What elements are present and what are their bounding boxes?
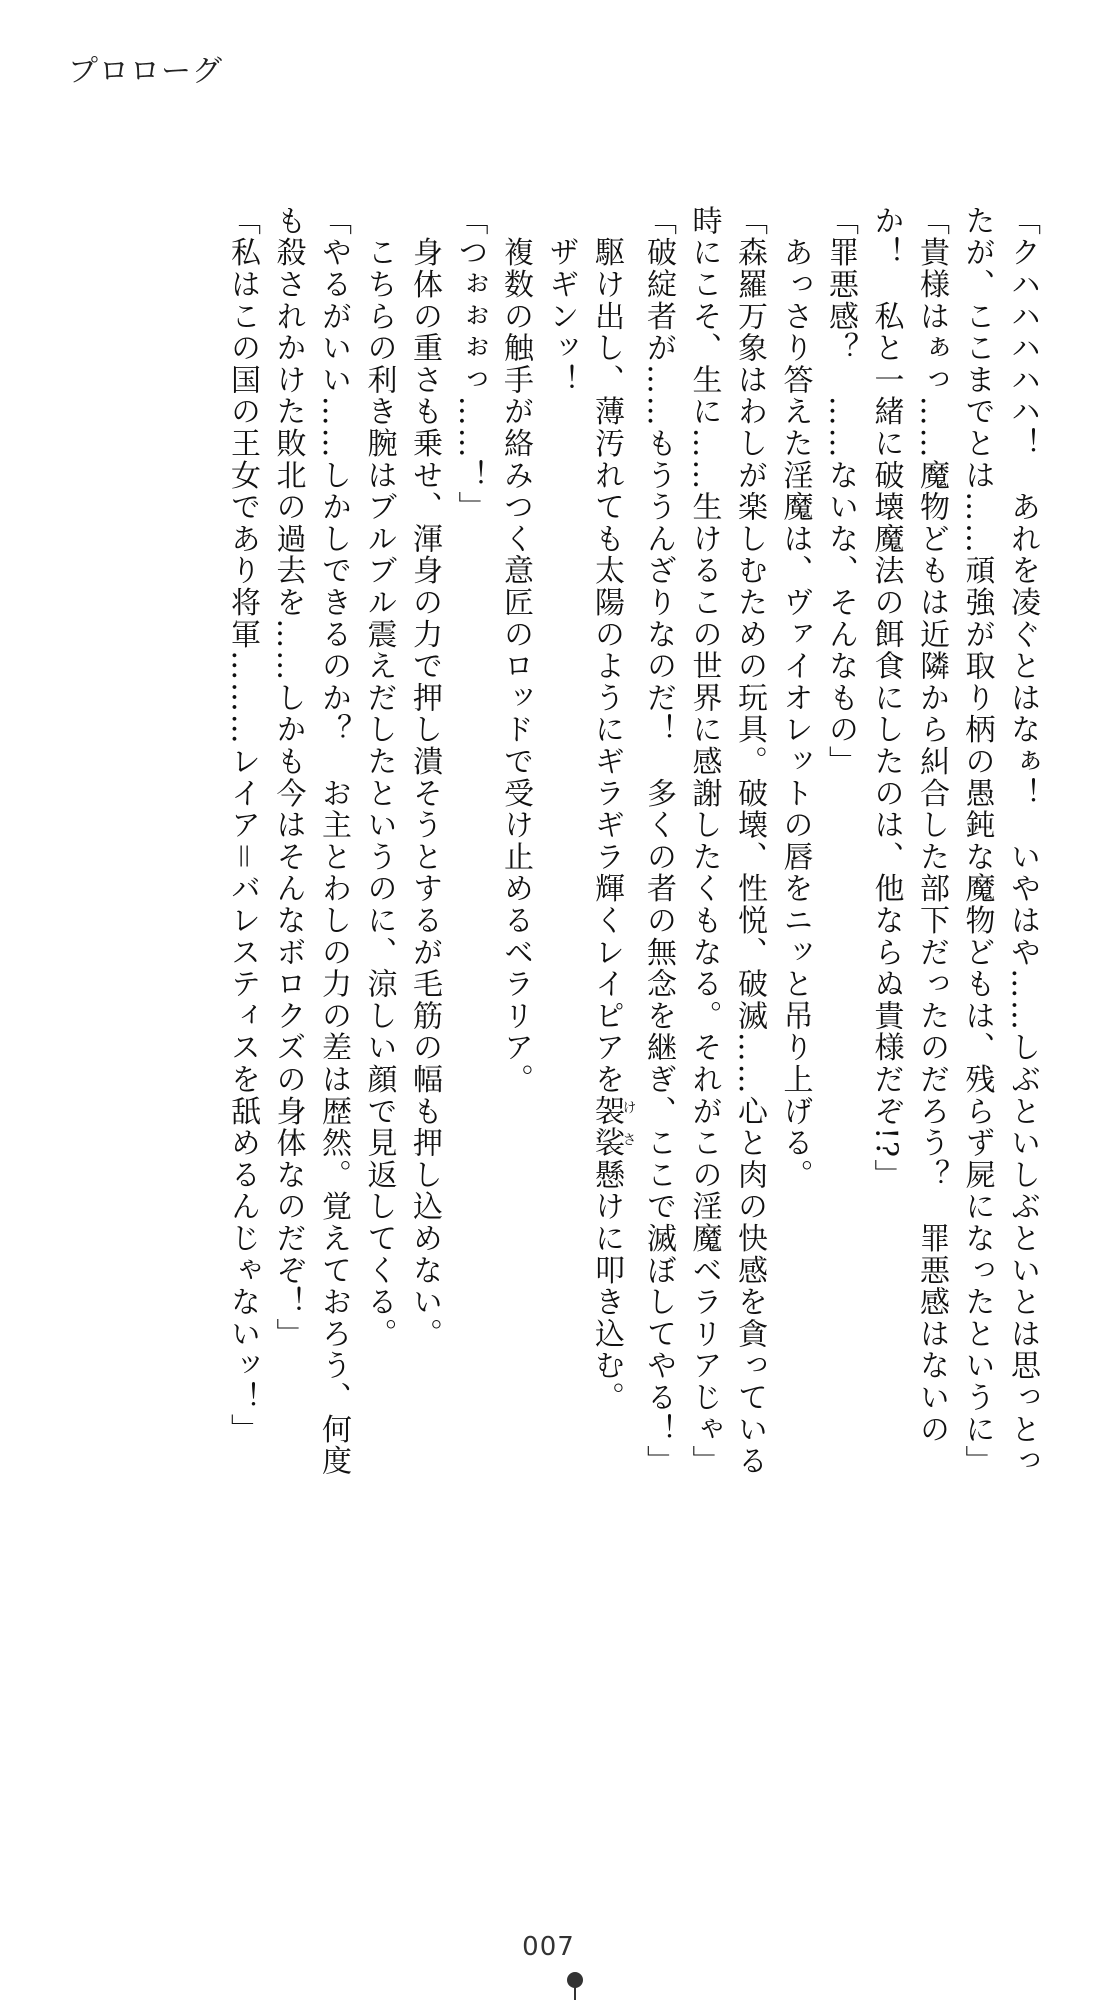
text-line: ザギンッ！	[543, 205, 579, 396]
text-line: か！ 私と一緒に破壊魔法の餌食にしたのは、他ならぬ貴様だぞ!?」	[868, 205, 904, 1191]
text-line: 「私はこの国の王女であり将軍………レイア＝バレスティスを舐めるんじゃないッ！」	[225, 205, 260, 1446]
ruby-annotation	[589, 1095, 637, 1160]
text-line: 「貴様はぁっ……魔物どもは近隣から糾合した部下だったのだろう？ 罪悪感はないの	[914, 205, 949, 1446]
text-line: 「罪悪感？ ……ないな、そんなもの」	[823, 205, 858, 778]
chapter-title: プロローグ	[68, 54, 223, 89]
text-line-with-ruby	[584, 205, 636, 1655]
text-line: も殺されかけた敗北の過去を……しかも今はそんなボロクズの身体なのだぞ！」	[270, 205, 306, 1350]
line-segment: 駆け出し、薄汚れても太陽のようにギラギラ輝くレイピアを	[589, 205, 624, 1096]
line-segment: 懸けに叩き込む。	[589, 1159, 624, 1414]
ruby-reading: けさ	[620, 1095, 637, 1159]
text-line: 「やるがいい……しかしできるのか？ お主とわしの力の差は歴然。覚えておろう、何度	[316, 205, 351, 1477]
ruby-base: 袈裟	[589, 1095, 624, 1160]
text-line: 「破綻者が……もううんざりなのだ！ 多くの者の無念を継ぎ、ここで滅ぼしてやる！」	[641, 205, 676, 1477]
text-line: 「森羅万象はわしが楽しむための玩具。破壊、性悦、破滅……心と肉の快感を貪っている	[732, 205, 767, 1477]
text-line: 時にこそ、生に……生けるこの世界に感謝したくもなる。それがこの淫魔ベラリアじゃ」	[686, 205, 722, 1477]
text-line: 「つぉぉぉっ……！」	[452, 205, 488, 523]
text-line: あっさり答えた淫魔は、ヴァイオレットの唇をニッと吊り上げる。	[777, 205, 813, 1191]
text-line: 身体の重さも乗せ、渾身の力で押し潰そうとするが毛筋の幅も押し込めない。	[407, 205, 442, 1350]
text-line: 「クハハハハハ！ あれを凌ぐとはなぁ！ いやはや……しぶといしぶといとは思っとっ	[1005, 205, 1040, 1477]
text-line: たが、ここまでとは……頑強が取り柄の愚鈍な魔物どもは、残らず屍になったというに」	[959, 205, 995, 1477]
body-text	[45, 205, 1045, 1655]
page-marker-stem	[574, 1986, 576, 2000]
page-number: 007	[522, 1932, 575, 1962]
text-line: 複数の触手が絡みつく意匠のロッドで受け止めるベラリア。	[498, 205, 533, 1096]
text-line: こちらの利き腕はブルブル震えだしたというのに、涼しい顔で見返してくる。	[361, 205, 397, 1350]
